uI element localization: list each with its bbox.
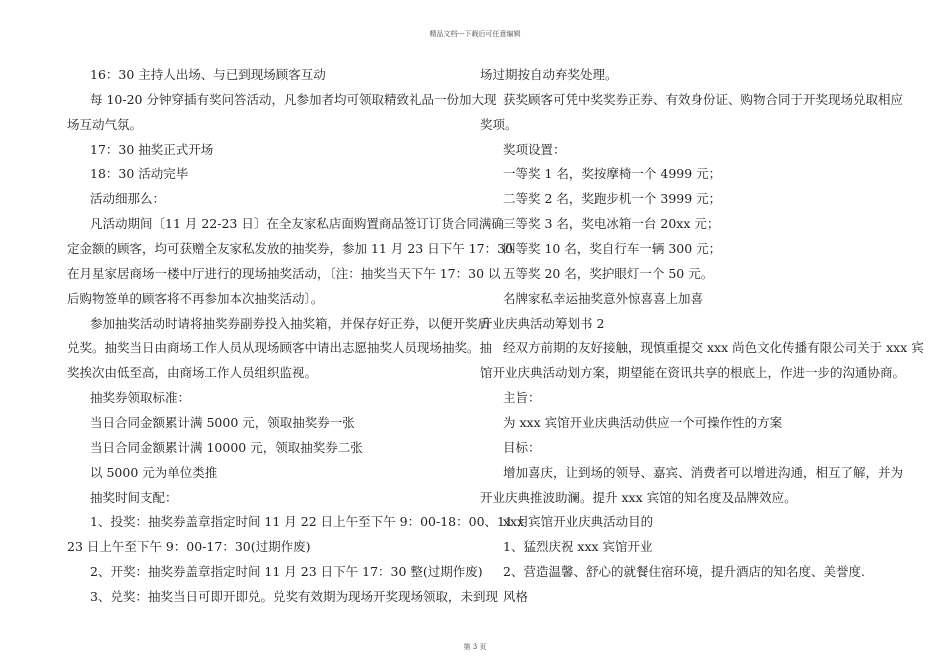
text-line: 五等奖 20 名，奖护眼灯一个 50 元。 — [503, 265, 714, 281]
paragraph — [67, 413, 467, 438]
text-line: 开业庆典推波助澜。提升 xxx 宾馆的知名度及品牌效应。 — [480, 489, 797, 505]
text-line: 一等奖 1 名，奖按摩椅一个 4999 元； — [503, 166, 722, 182]
paragraph — [67, 314, 493, 389]
text-line: 18：30 活动完毕 — [90, 166, 189, 182]
paragraph — [67, 488, 467, 513]
text-line: 二等奖 2 名，奖跑步机一个 3999 元； — [503, 191, 722, 207]
paragraph — [67, 90, 497, 140]
text-line: 风格 — [503, 589, 529, 605]
paragraph — [480, 289, 880, 314]
text-line: 1、猛烈庆祝 xxx 宾馆开业 — [503, 539, 653, 555]
paragraph — [480, 388, 880, 413]
text-line: 凡活动期间〔11 月 22-23 日〕在全友家私店面购置商品签订订货合同满确 — [90, 216, 504, 232]
text-line: 增加喜庆，让到场的领导、嘉宾、消费者可以增进沟通，相互了解，并为 — [503, 464, 904, 480]
paragraph — [67, 587, 498, 612]
paragraph — [67, 65, 467, 90]
paragraph — [480, 314, 880, 339]
page-number: 第 3 页 — [463, 643, 487, 651]
paragraph — [480, 413, 880, 438]
text-line: 目标： — [503, 439, 541, 455]
paragraph — [480, 587, 880, 612]
text-line: 活动细那么： — [90, 191, 166, 207]
text-line: 每 10-20 分钟穿插有奖问答活动，凡参加者均可领取精致礼品一份加大现 — [90, 91, 497, 107]
text-line: 四等奖 10 名，奖自行车一辆 300 元； — [503, 241, 722, 257]
text-line: 以 5000 元为单位类推 — [90, 464, 218, 480]
paragraph — [67, 140, 467, 165]
text-line: 后购物签单的顾客将不再参加本次抽奖活动〕。 — [67, 290, 324, 306]
text-line: 抽奖券领取标准： — [90, 390, 191, 406]
paragraph — [67, 512, 530, 562]
text-line: 场互动气氛。 — [67, 116, 143, 132]
paragraph — [480, 214, 880, 239]
paragraph — [67, 388, 467, 413]
text-line: 场过期按自动弃奖处理。 — [480, 67, 618, 82]
text-line: 23 日上午至下午 9：00-17：30(过期作废) — [67, 539, 311, 555]
paragraph — [480, 239, 880, 264]
paragraph — [480, 264, 880, 289]
text-line: 馆开业庆典活动划方案，期望能在资讯共享的根底上，作进一步的沟通协商。 — [480, 365, 906, 381]
text-line: 奖项设置： — [503, 141, 566, 157]
paragraph — [480, 65, 880, 90]
paragraph — [67, 463, 467, 488]
paragraph — [67, 189, 467, 214]
text-line: 名牌家私幸运抽奖意外惊喜喜上加喜 — [503, 290, 704, 306]
paragraph — [480, 90, 904, 140]
paragraph — [480, 537, 880, 562]
text-line: xxx 宾馆开业庆典活动目的 — [503, 514, 654, 530]
text-line: 开业庆典活动筹划书 2 — [480, 315, 605, 331]
text-line: 1、投奖：抽奖券盖章指定时间 11 月 22 日上午至下午 9：00-18：00、11 月 — [90, 514, 530, 530]
paragraph — [67, 562, 483, 587]
paragraph — [480, 463, 904, 513]
text-line: 奖挨次由低至高，由商场工作人员组织监视。 — [67, 365, 318, 381]
text-line: 获奖顾客可凭中奖奖券正券、有效身份证、购物合同于开奖现场兑取相应 — [503, 91, 904, 107]
text-line: 主旨： — [503, 390, 541, 406]
text-line: 16：30 主持人出场、与已到现场顾客互动 — [90, 67, 326, 82]
text-line: 2、营造温馨、舒心的就餐住宿环境，提升酒店的知名度、美誉度. — [503, 564, 865, 580]
text-line: 兑奖。抽奖当日由商场工作人员从现场顾客中请出志愿抽奖人员现场抽奖。抽 — [67, 340, 493, 356]
text-line: 经双方前期的友好接触，现慎重提交 xxx 尚色文化传播有限公司关于 xxx 宾 — [503, 340, 924, 356]
paragraph — [67, 438, 467, 463]
text-line: 当日合同金额累计满 10000 元，领取抽奖券二张 — [90, 439, 363, 455]
text-line: 2、开奖：抽奖券盖章指定时间 11 月 23 日下午 17：30 整(过期作废) — [90, 564, 483, 580]
text-line: 抽奖时间支配： — [90, 489, 178, 505]
paragraph — [480, 562, 880, 587]
right-column — [480, 65, 924, 612]
text-line: 定金额的顾客，均可获赠全友家私发放的抽奖券，参加 11 月 23 日下午 17：30 — [67, 241, 513, 257]
text-line: 17：30 抽奖正式开场 — [90, 141, 214, 157]
text-line: 参加抽奖活动时请将抽奖券副券投入抽奖箱，并保存好正券，以便开奖后 — [90, 315, 491, 331]
page-header: 精品文档---下载后可任意编辑 — [429, 30, 521, 38]
paragraph — [480, 512, 880, 537]
paragraph — [67, 164, 467, 189]
text-line: 当日合同金额累计满 5000 元，领取抽奖券一张 — [90, 415, 355, 431]
text-line: 为 xxx 宾馆开业庆典活动供应一个可操作性的方案 — [503, 415, 783, 431]
text-line: 在月星家居商场一楼中厅进行的现场抽奖活动，〔注：抽奖当天下午 17：30 以 — [67, 265, 501, 281]
paragraph — [67, 214, 513, 313]
paragraph — [480, 164, 880, 189]
text-line: 三等奖 3 名，奖电冰箱一台 20xx 元； — [503, 216, 720, 232]
text-line: 奖项。 — [480, 116, 518, 132]
paragraph — [480, 338, 924, 388]
text-line: 3、兑奖：抽奖当日可即开即兑。兑奖有效期为现场开奖现场领取，未到现 — [90, 589, 498, 605]
paragraph — [480, 438, 880, 463]
paragraph — [480, 140, 880, 165]
paragraph — [480, 189, 880, 214]
